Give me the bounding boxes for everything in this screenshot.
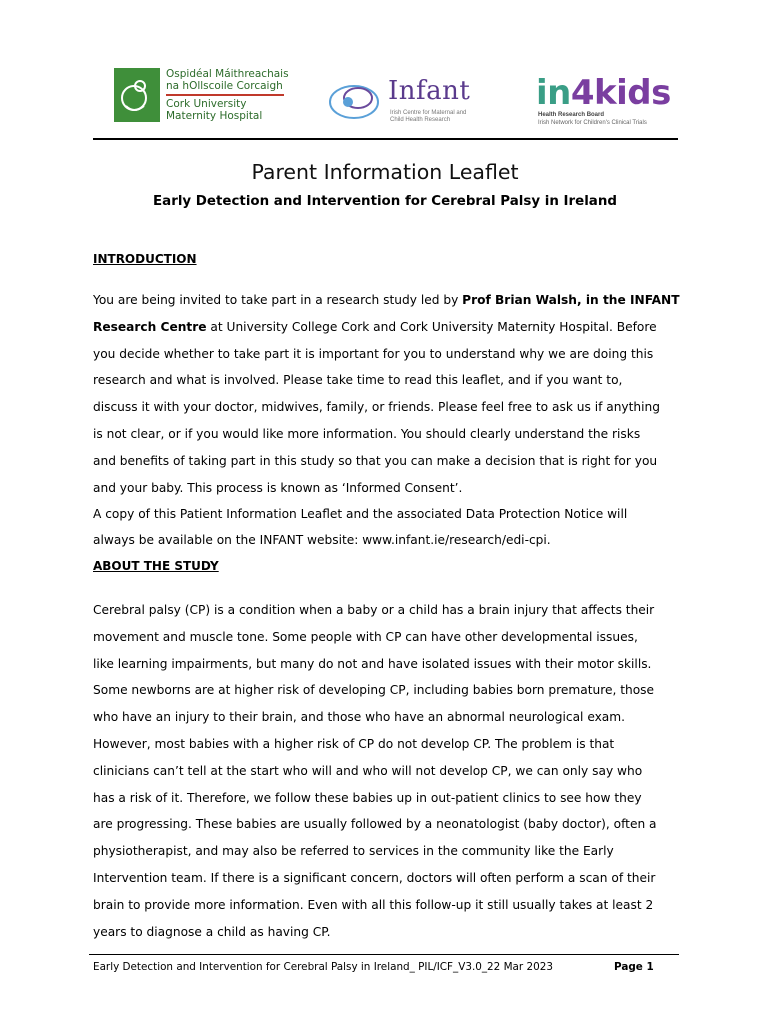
cumh-name-line3: Cork University <box>166 97 247 110</box>
infant-subtitle <box>390 110 490 124</box>
cumh-name-line4: Maternity Hospital <box>166 110 263 123</box>
infant-logo <box>328 76 488 132</box>
about-line: brain to provide more information. Even with all this follow-up it still usually takes at least 2 <box>93 897 654 912</box>
about-line: clinicians can’t tell at the start who will and who will not develop CP, we can only say who <box>93 763 643 778</box>
intro-line-1-bold: Prof Brian Walsh, in the INFANT <box>462 293 680 307</box>
footer-divider <box>89 954 679 955</box>
in4kids-sub-line1: Health Research Board <box>538 112 605 118</box>
cumh-emblem-icon <box>114 68 160 122</box>
introduction-body <box>93 290 678 557</box>
intro-line-2-text: at University College Cork and Cork University Maternity Hospital. Before <box>206 319 657 334</box>
infant-emblem-icon <box>328 78 386 124</box>
about-heading: ABOUT THE STUDY <box>93 559 219 573</box>
in4kids-wordmark <box>536 74 671 112</box>
document-subtitle: Early Detection and Intervention for Cerebral Palsy in Ireland <box>153 194 617 209</box>
about-line: like learning impairments, but many do not and have isolated issues with their motor skills. <box>93 656 652 671</box>
intro-line-9: A copy of this Patient Information Leaflet and the associated Data Protection Notice will <box>93 506 628 521</box>
intro-line-3: you decide whether to take part it is important for you to understand why we are doing this <box>93 346 654 361</box>
about-line: Some newborns are at higher risk of developing CP, including babies born premature, those <box>93 683 655 698</box>
intro-line-6: is not clear, or if you would like more information. You should clearly understand the risks <box>93 426 641 441</box>
infant-wordmark: Infant <box>388 76 471 106</box>
infant-sub-line1: Irish Centre for Maternal and <box>390 110 467 116</box>
in4kids-sub-line2: Irish Network for Children's Clinical Trials <box>538 120 647 126</box>
about-line: movement and muscle tone. Some people with CP can have other developmental issues, <box>93 629 638 644</box>
infant-sub-line2: Child Health Research <box>390 117 451 123</box>
about-line: has a risk of it. Therefore, we follow these babies up in out-patient clinics to see how they <box>93 790 642 805</box>
intro-line-8: and your baby. This process is known as ‘Informed Consent’. <box>93 480 463 495</box>
introduction-heading: INTRODUCTION <box>93 252 197 266</box>
intro-line-4: research and what is involved. Please take time to read this leaflet, and if you want to, <box>93 373 623 388</box>
intro-line-2 <box>93 317 678 344</box>
cumh-name-line2: na hOllscoile Corcaigh <box>166 80 283 93</box>
intro-line-7: and benefits of taking part in this study so that you can make a decision that is right for you <box>93 453 658 468</box>
header-divider <box>93 138 678 140</box>
about-line: physiotherapist, and may also be referred to services in the community like the Early <box>93 844 614 859</box>
about-line: are progressing. These babies are usually followed by a neonatologist (baby doctor), often a <box>93 817 657 832</box>
intro-line-1-text: You are being invited to take part in a research study led by <box>93 293 463 307</box>
cumh-name-line1: Ospidéal Máithreachais <box>166 68 289 80</box>
cumh-divider <box>166 94 284 96</box>
about-line: Cerebral palsy (CP) is a condition when a baby or a child has a brain injury that affects their <box>93 603 655 617</box>
in4kids-logo <box>536 70 686 130</box>
intro-line-10: always be available on the INFANT website: www.infant.ie/research/edi-cpi. <box>93 533 551 548</box>
about-body <box>93 600 678 948</box>
about-line: However, most babies with a higher risk of CP do not develop CP. The problem is that <box>93 736 615 751</box>
in4kids-wordmark-in: in <box>536 73 571 113</box>
document-title: Parent Information Leaflet <box>251 160 519 184</box>
about-line: who have an injury to their brain, and those who have an abnormal neurological exam. <box>93 710 626 725</box>
about-line: years to diagnose a child as having CP. <box>93 924 331 939</box>
footer-document-reference: Early Detection and Intervention for Cerebral Palsy in Ireland_ PIL/ICF_V3.0_22 Mar 2023 <box>93 961 553 973</box>
about-line: Intervention team. If there is a significant concern, doctors will often perform a scan of their <box>93 870 656 885</box>
cumh-logo <box>114 68 289 126</box>
in4kids-wordmark-4kids: 4kids <box>570 73 671 113</box>
intro-line-1 <box>93 290 678 317</box>
intro-line-5: discuss it with your doctor, midwives, family, or friends. Please feel free to ask us if anything <box>93 400 660 415</box>
page-number: Page 1 <box>614 961 654 973</box>
intro-line-2-bold: Research Centre <box>93 319 207 334</box>
